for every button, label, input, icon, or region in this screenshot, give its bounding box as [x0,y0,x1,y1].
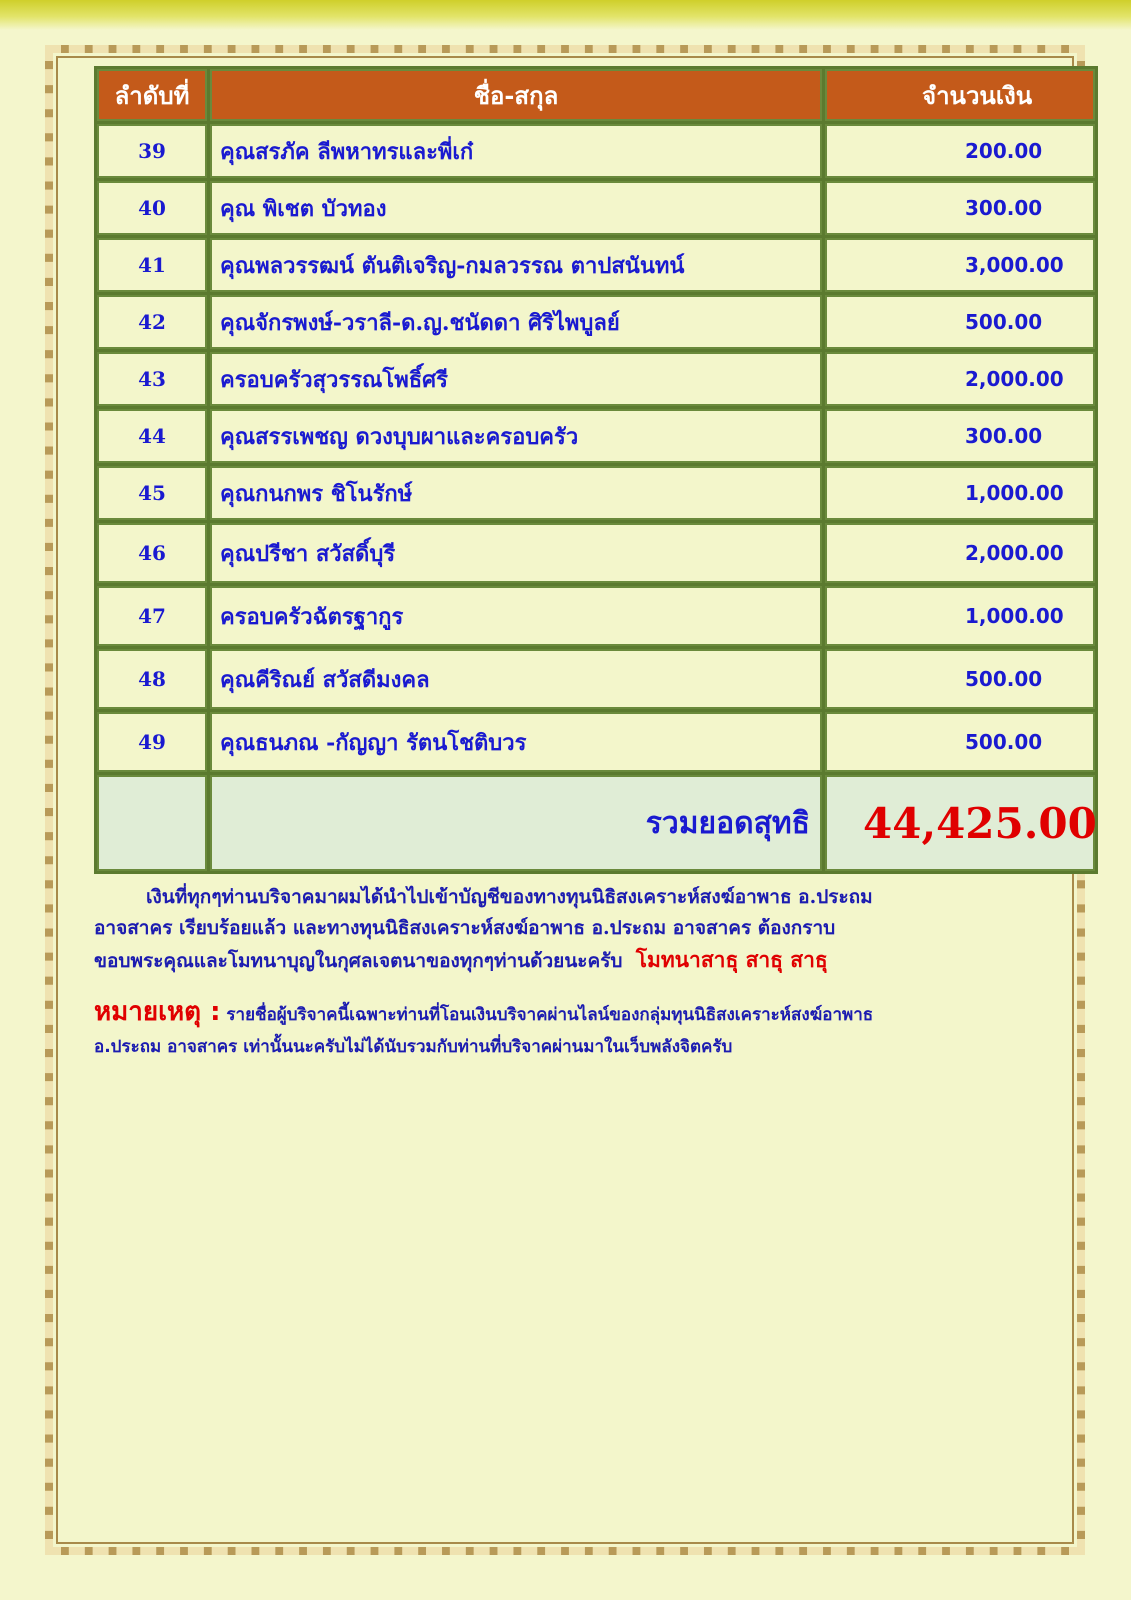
row-no: 43 [97,352,207,406]
row-name: คุณพลวรรฒน์ ตันติเจริญ-กมลวรรณ ตาปสนันทน์ [210,238,822,292]
total-row [97,775,1095,871]
donor-table [94,66,1098,874]
donor-table-container [94,66,1097,878]
row-amount: 2,000.00 [825,352,1095,406]
total-value: 44,425.00 [825,775,1095,871]
row-amount: 200.00 [825,124,1095,178]
row-name: คุณปรีชา สวัสดิ์บุรี [210,523,822,583]
row-no: 48 [97,649,207,709]
row-amount: 500.00 [825,649,1095,709]
row-no: 47 [97,586,207,646]
table-row [97,295,1095,349]
total-empty-cell [97,775,207,871]
paragraph-line-3-text: ขอบพระคุณและโมทนาบุญในกุศลเจตนาของทุกๆท่านด้วยนะครับ [94,950,623,972]
table-row [97,238,1095,292]
row-no: 41 [97,238,207,292]
row-no: 40 [97,181,207,235]
thank-you-paragraph [94,882,1071,977]
header-name: ชื่อ-สกุล [210,69,822,121]
remark-text-2: อ.ประถม อาจสาคร เท่านั้นนะครับไม่ได้นับรวมกับท่านที่บริจาคผ่านมาในเว็บพลังจิตครับ [94,1037,733,1057]
row-amount: 500.00 [825,712,1095,772]
row-name: ครอบครัวฉัตรฐากูร [210,586,822,646]
row-no: 45 [97,466,207,520]
top-gradient-bar [0,0,1131,30]
header-no: ลำดับที่ [97,69,207,121]
paragraph-line-2: อาจสาคร เรียบร้อยแล้ว และทางทุนนิธิสงเคราะห์สงฆ์อาพาธ อ.ประถม อาจสาคร ต้องกราบ [94,917,836,939]
row-no: 49 [97,712,207,772]
header-amount: จำนวนเงิน [825,69,1095,121]
row-no: 46 [97,523,207,583]
total-label: รวมยอดสุทธิ [210,775,822,871]
row-no: 44 [97,409,207,463]
table-row [97,523,1095,583]
row-name: คุณ พิเชต บัวทอง [210,181,822,235]
row-name: คุณคีริณย์ สวัสดีมงคล [210,649,822,709]
row-no: 39 [97,124,207,178]
table-row [97,466,1095,520]
row-amount: 500.00 [825,295,1095,349]
table-header-row [97,69,1095,121]
row-name: คุณจักรพงษ์-วราลี-ด.ญ.ชนัดดา ศิริไพบูลย์ [210,295,822,349]
row-amount: 300.00 [825,409,1095,463]
row-amount: 1,000.00 [825,586,1095,646]
row-amount: 3,000.00 [825,238,1095,292]
remark-block [94,996,1071,1063]
remark-label: หมายเหตุ : [94,997,221,1027]
row-amount: 2,000.00 [825,523,1095,583]
row-name: คุณกนกพร ชิโนรักษ์ [210,466,822,520]
row-name: คุณสรภัค ลีพหาทรและพี่เก๋ [210,124,822,178]
row-name: คุณธนภณ -กัญญา รัตนโชติบวร [210,712,822,772]
table-row [97,124,1095,178]
paragraph-line-3 [94,944,1071,977]
table-row [97,712,1095,772]
remark-line-1 [94,996,1071,1031]
table-row [97,409,1095,463]
row-name: คุณสรรเพชญ ดวงบุบผาและครอบครัว [210,409,822,463]
table-row [97,586,1095,646]
anumodana-highlight: โมทนาสาธุ สาธุ สาธุ [635,947,828,972]
row-name: ครอบครัวสุวรรณโพธิ์ศรี [210,352,822,406]
row-no: 42 [97,295,207,349]
row-amount: 1,000.00 [825,466,1095,520]
table-row [97,649,1095,709]
table-row [97,352,1095,406]
row-amount: 300.00 [825,181,1095,235]
remark-text-1: รายชื่อผู้บริจาคนี้เฉพาะท่านที่โอนเงินบริจาคผ่านไลน์ของกลุ่มทุนนิธิสงเคราะห์สงฆ์อาพาธ [226,1005,874,1025]
table-row [97,181,1095,235]
paragraph-line-1: เงินที่ทุกๆท่านบริจาคมาผมได้นำไปเข้าบัญชีของทางทุนนิธิสงเคราะห์สงฆ์อาพาธ อ.ประถม [146,886,873,908]
